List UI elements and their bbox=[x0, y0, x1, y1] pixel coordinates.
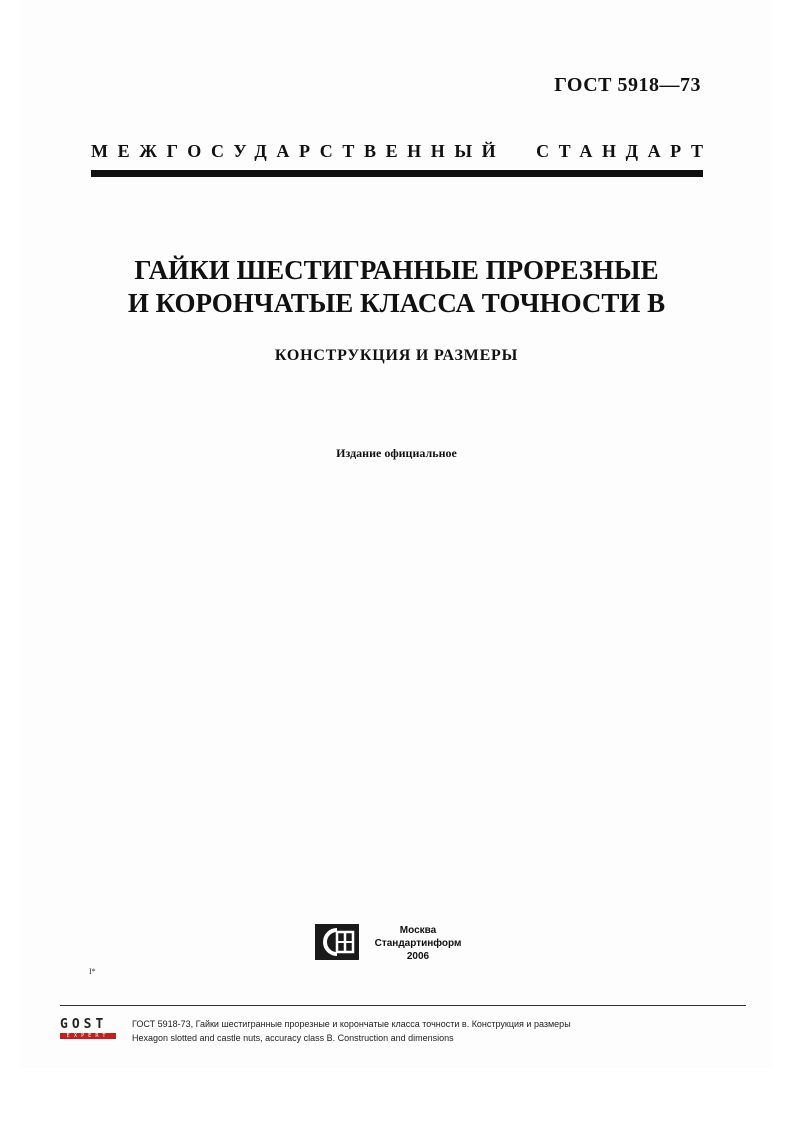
gost-expert-logo bbox=[60, 1018, 116, 1040]
standard-type-heading bbox=[91, 141, 713, 162]
standartinform-logo-icon bbox=[315, 924, 359, 960]
publisher-imprint bbox=[366, 924, 470, 963]
footer-description bbox=[132, 1017, 732, 1045]
title-line-1: ГАЙКИ ШЕСТИГРАННЫЕ ПРОРЕЗНЫЕ bbox=[134, 255, 659, 285]
standard-type-word1: МЕЖГОСУДАРСТВЕННЫЙ bbox=[91, 141, 506, 161]
edition-note: Издание официальное bbox=[336, 446, 457, 460]
publisher-year: 2006 bbox=[406, 951, 430, 962]
document-title bbox=[0, 254, 793, 320]
header-rule bbox=[91, 170, 703, 177]
page-mark: I* bbox=[89, 967, 96, 976]
title-line-2: И КОРОНЧАТЫЕ КЛАССА ТОЧНОСТИ В bbox=[127, 288, 666, 318]
publisher-city: Москва bbox=[399, 925, 437, 936]
document-number: ГОСТ 5918—73 bbox=[554, 74, 701, 96]
gost-logo-word: GOST bbox=[60, 1017, 108, 1032]
document-subtitle: КОНСТРУКЦИЯ И РАЗМЕРЫ bbox=[274, 347, 519, 364]
footer-line-ru: ГОСТ 5918-73, Гайки шестигранные прорезные и корончатые класса точности в. Конструкция и размеры bbox=[132, 1019, 571, 1029]
footer-line-en: Hexagon slotted and castle nuts, accuracy class B. Construction and dimensions bbox=[132, 1033, 454, 1043]
standard-type-word2: СТАНДАРТ bbox=[536, 141, 713, 161]
gost-logo-stripe: EXPERT bbox=[60, 1033, 116, 1039]
publisher-name: Стандартинформ bbox=[374, 938, 462, 949]
footer-rule bbox=[60, 1005, 746, 1006]
